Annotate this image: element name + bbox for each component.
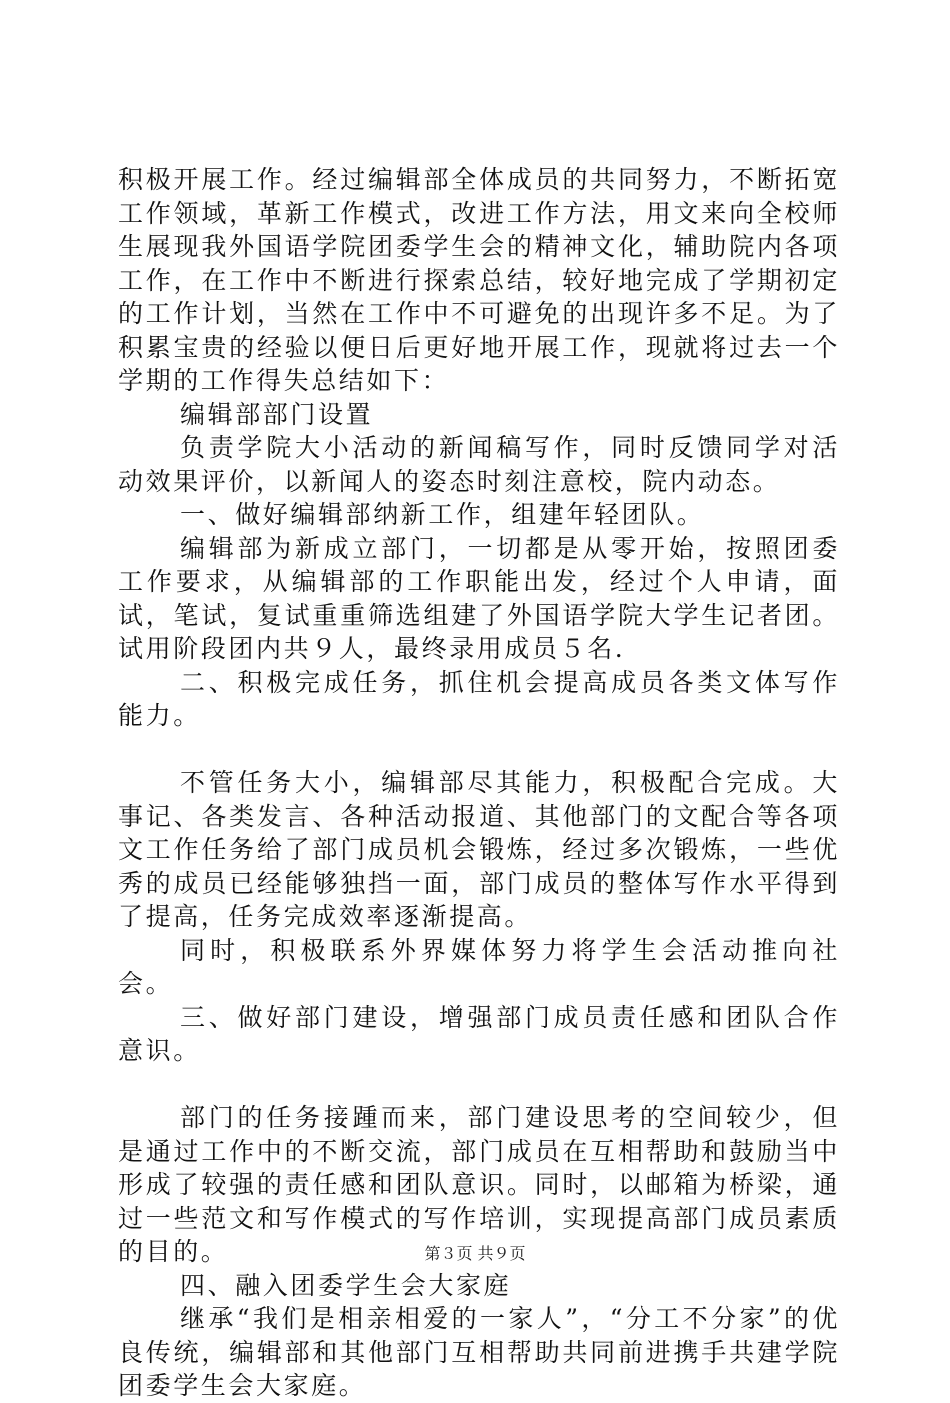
section-heading-three: 三、做好部门建设，增强部门成员责任感和团队合作意识。	[118, 1002, 840, 1065]
section-heading-department-setup: 编辑部部门设置	[180, 399, 374, 429]
paragraph-family: 继承“我们是相亲相爱的一家人”，“分工不分家”的优良传统，编辑部和其他部门互相帮助共同前进携手共建学院团委学生会大家庭。	[118, 1304, 840, 1400]
paragraph-intro: 积极开展工作。经过编辑部全体成员的共同努力，不断拓宽工作领域，革新工作模式，改进工作方法，用文来向全校师生展现我外国语学院团委学生会的精神文化，辅助院内各项工作，在工作中不断进行探索总结，较好地完成了学期初定的工作计划，当然在工作中不可避免的出现许多不足。为了积累宝贵的经验以便日后更好地开展工作，现就将过去一个学期的工作得失总结如下：	[118, 165, 840, 395]
document-body	[118, 163, 840, 1403]
paragraph-tasks: 不管任务大小，编辑部尽其能力，积极配合完成。大事记、各类发言、各种活动报道、其他部门的文配合等各项文工作任务给了部门成员机会锻炼，经过多次锻炼，一些优秀的成员已经能够独挡一面，部门成员的整体写作水平得到了提高，任务完成效率逐渐提高。	[118, 768, 840, 931]
paragraph-recruitment: 编辑部为新成立部门，一切都是从零开始，按照团委工作要求，从编辑部的工作职能出发，经过个人申请，面试，笔试，复试重重筛选组建了外国语学院大学生记者团。试用阶段团内共９人，最终录用成员５名.	[118, 533, 840, 663]
section-heading-four: 四、融入团委学生会大家庭	[180, 1270, 512, 1300]
paragraph-media: 同时，积极联系外界媒体努力将学生会活动推向社会。	[118, 935, 840, 998]
paragraph-team-building: 部门的任务接踵而来，部门建设思考的空间较少，但是通过工作中的不断交流，部门成员在互相帮助和鼓励当中形成了较强的责任感和团队意识。同时，以邮箱为桥梁，通过一些范文和写作模式的写作培训，实现提高部门成员素质的目的。	[118, 1103, 840, 1266]
section-heading-one: 一、做好编辑部纳新工作，组建年轻团队。	[180, 500, 705, 529]
section-heading-two: 二、积极完成任务，抓住机会提高成员各类文体写作能力。	[118, 667, 840, 730]
paragraph-department-duty: 负责学院大小活动的新闻稿写作，同时反馈同学对活动效果评价，以新闻人的姿态时刻注意校，院内动态。	[118, 433, 840, 496]
page-number-footer: 第３页 共９页	[424, 1244, 526, 1263]
